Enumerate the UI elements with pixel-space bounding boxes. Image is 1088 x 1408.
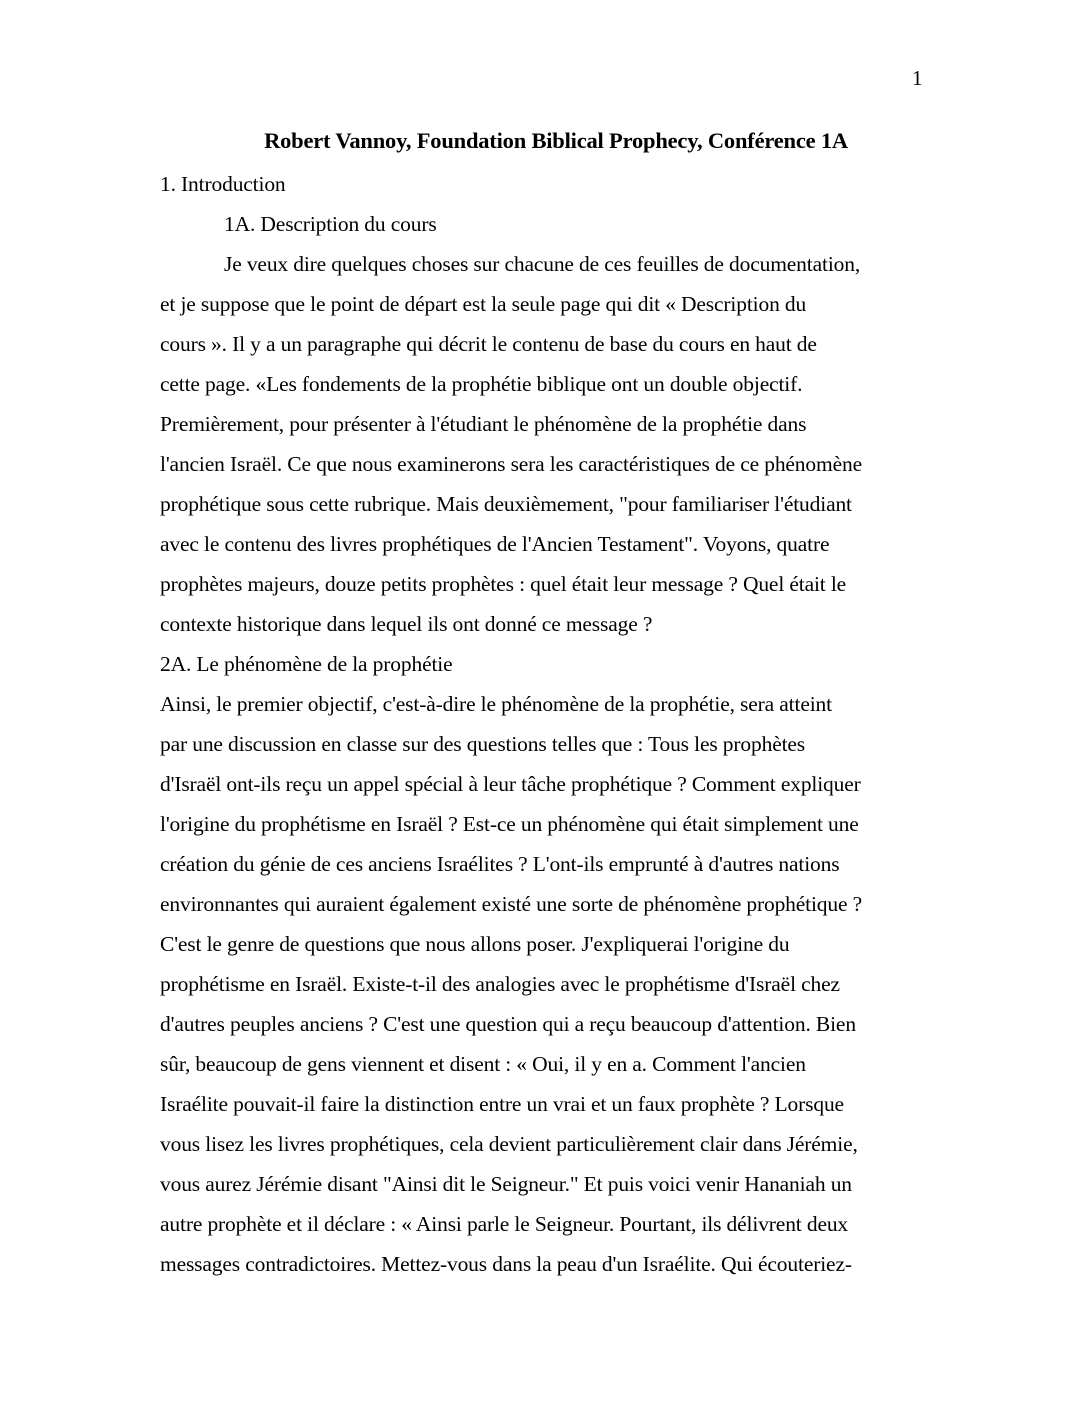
paragraph-line: d'autres peuples anciens ? C'est une question qui a reçu beaucoup d'attention. Bien [160, 1012, 856, 1036]
paragraph-line: avec le contenu des livres prophétiques de l'Ancien Testament". Voyons, quatre [160, 532, 830, 556]
section-heading-prophecy-phenomenon: 2A. Le phénomène de la prophétie [160, 652, 453, 676]
subsection-heading-course-description: 1A. Description du cours [224, 212, 437, 236]
paragraph-line: contexte historique dans lequel ils ont donné ce message ? [160, 612, 653, 636]
paragraph-line: cours ». Il y a un paragraphe qui décrit le contenu de base du cours en haut de [160, 332, 817, 356]
paragraph-line: d'Israël ont-ils reçu un appel spécial à leur tâche prophétique ? Comment expliquer [160, 772, 861, 796]
paragraph-line: sûr, beaucoup de gens viennent et disent : « Oui, il y en a. Comment l'ancien [160, 1052, 806, 1076]
section-heading-introduction: 1. Introduction [160, 172, 286, 196]
document-title-text: Robert Vannoy, Foundation Biblical Prophecy, Conférence 1A [264, 128, 848, 153]
paragraph-line: l'origine du prophétisme en Israël ? Est-ce un phénomène qui était simplement une [160, 812, 859, 836]
paragraph-line: C'est le genre de questions que nous allons poser. J'expliquerai l'origine du [160, 932, 790, 956]
paragraph-line: Premièrement, pour présenter à l'étudiant le phénomène de la prophétie dans [160, 412, 807, 436]
document-title [0, 128, 1088, 154]
paragraph-line: autre prophète et il déclare : « Ainsi parle le Seigneur. Pourtant, ils délivrent deux [160, 1212, 849, 1236]
paragraph-line: l'ancien Israël. Ce que nous examinerons sera les caractéristiques de ce phénomène [160, 452, 862, 476]
paragraph-line: vous aurez Jérémie disant "Ainsi dit le Seigneur." Et puis voici venir Hananiah un [160, 1172, 852, 1196]
paragraph-line: prophétisme en Israël. Existe-t-il des analogies avec le prophétisme d'Israël chez [160, 972, 840, 996]
paragraph-line: prophètes majeurs, douze petits prophètes : quel était leur message ? Quel était le [160, 572, 847, 596]
page-number: 1 [912, 66, 923, 90]
paragraph-line: Ainsi, le premier objectif, c'est-à-dire le phénomène de la prophétie, sera atteint [160, 692, 832, 716]
paragraph-line: création du génie de ces anciens Israélites ? L'ont-ils emprunté à d'autres nations [160, 852, 840, 876]
paragraph-line: environnantes qui auraient également existé une sorte de phénomène prophétique ? [160, 892, 863, 916]
paragraph-line: Je veux dire quelques choses sur chacune de ces feuilles de documentation, [224, 252, 861, 276]
paragraph-line: Israélite pouvait-il faire la distinction entre un vrai et un faux prophète ? Lorsque [160, 1092, 844, 1116]
paragraph-line: cette page. «Les fondements de la prophétie biblique ont un double objectif. [160, 372, 803, 396]
paragraph-line: vous lisez les livres prophétiques, cela devient particulièrement clair dans Jérémie, [160, 1132, 858, 1156]
paragraph-line: par une discussion en classe sur des questions telles que : Tous les prophètes [160, 732, 806, 756]
paragraph-line: et je suppose que le point de départ est la seule page qui dit « Description du [160, 292, 807, 316]
paragraph-line: prophétique sous cette rubrique. Mais deuxièmement, "pour familiariser l'étudiant [160, 492, 852, 516]
paragraph-line: messages contradictoires. Mettez-vous dans la peau d'un Israélite. Qui écouteriez- [160, 1252, 852, 1276]
